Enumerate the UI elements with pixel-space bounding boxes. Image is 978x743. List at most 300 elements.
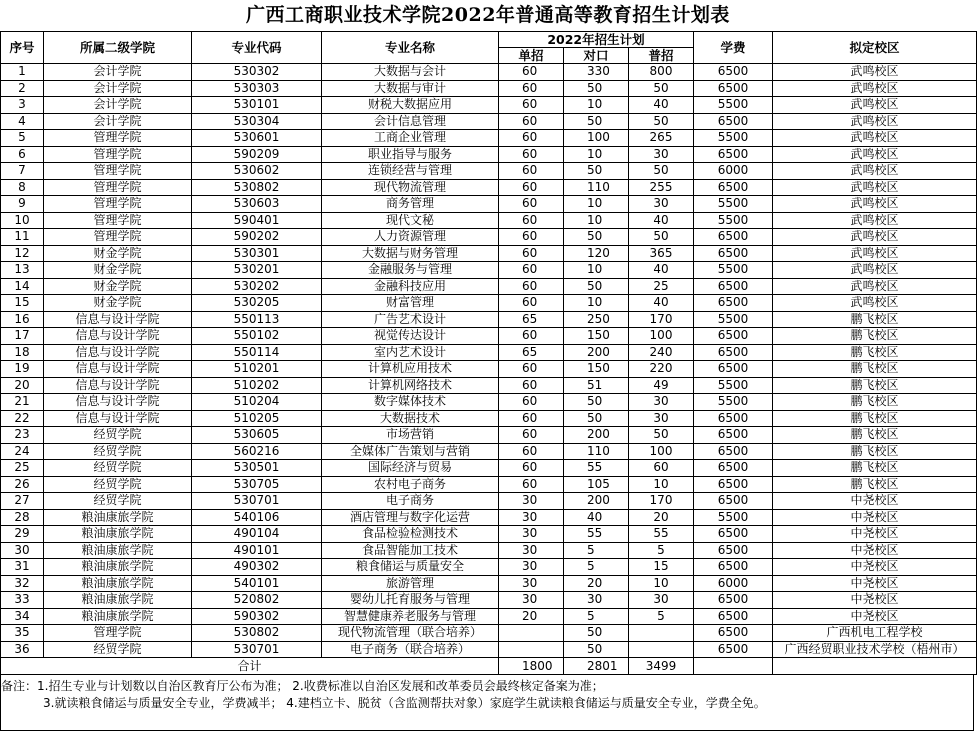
cell-seq: 8 (1, 179, 44, 196)
cell-campus: 中尧校区 (773, 509, 977, 526)
cell-college: 经贸学院 (44, 493, 192, 510)
cell-duikou: 10 (564, 262, 629, 279)
cell-fee: 6500 (694, 526, 773, 543)
cell-puzhao: 50 (629, 427, 694, 444)
cell-campus: 武鸣校区 (773, 113, 977, 130)
cell-fee: 6500 (694, 344, 773, 361)
cell-code: 560216 (192, 443, 322, 460)
cell-seq: 4 (1, 113, 44, 130)
cell-danzhao: 60 (499, 328, 564, 345)
cell-campus: 鹏飞校区 (773, 410, 977, 427)
cell-duikou: 110 (564, 443, 629, 460)
cell-college: 财金学院 (44, 245, 192, 262)
cell-duikou: 105 (564, 476, 629, 493)
cell-code: 530701 (192, 493, 322, 510)
cell-campus: 武鸣校区 (773, 229, 977, 246)
cell-duikou: 55 (564, 526, 629, 543)
cell-major: 电子商务（联合培养） (322, 641, 499, 658)
cell-major: 旅游管理 (322, 575, 499, 592)
cell-college: 会计学院 (44, 80, 192, 97)
cell-code: 550102 (192, 328, 322, 345)
header-fee: 学费 (694, 32, 773, 64)
table-row (1, 212, 977, 229)
cell-campus: 武鸣校区 (773, 295, 977, 312)
cell-code: 490104 (192, 526, 322, 543)
cell-puzhao: 60 (629, 460, 694, 477)
cell-fee: 6500 (694, 229, 773, 246)
cell-danzhao: 60 (499, 460, 564, 477)
cell-code: 530201 (192, 262, 322, 279)
cell-danzhao: 60 (499, 196, 564, 213)
cell-code: 510201 (192, 361, 322, 378)
cell-puzhao: 255 (629, 179, 694, 196)
cell-duikou: 40 (564, 509, 629, 526)
cell-code: 510204 (192, 394, 322, 411)
cell-danzhao: 65 (499, 311, 564, 328)
table-row (1, 559, 977, 576)
cell-seq: 7 (1, 163, 44, 180)
table-row (1, 460, 977, 477)
cell-puzhao: 40 (629, 295, 694, 312)
cell-code: 540106 (192, 509, 322, 526)
cell-seq: 13 (1, 262, 44, 279)
cell-college: 信息与设计学院 (44, 344, 192, 361)
cell-duikou: 50 (564, 641, 629, 658)
cell-college: 管理学院 (44, 229, 192, 246)
cell-danzhao: 30 (499, 542, 564, 559)
cell-major: 食品检验检测技术 (322, 526, 499, 543)
cell-college: 粮油康旅学院 (44, 509, 192, 526)
total-fee-empty (694, 658, 773, 675)
cell-duikou: 120 (564, 245, 629, 262)
table-row (1, 427, 977, 444)
total-duikou: 2801 (564, 658, 629, 675)
cell-college: 粮油康旅学院 (44, 526, 192, 543)
cell-code: 510205 (192, 410, 322, 427)
cell-major: 国际经济与贸易 (322, 460, 499, 477)
table-row (1, 295, 977, 312)
cell-campus: 武鸣校区 (773, 97, 977, 114)
cell-fee: 6500 (694, 559, 773, 576)
header-duikou: 对口 (564, 48, 629, 64)
cell-major: 市场营销 (322, 427, 499, 444)
total-danzhao: 1800 (499, 658, 564, 675)
cell-seq: 25 (1, 460, 44, 477)
cell-danzhao (499, 641, 564, 658)
table-row (1, 245, 977, 262)
table-row (1, 179, 977, 196)
cell-major: 农村电子商务 (322, 476, 499, 493)
cell-major: 会计信息管理 (322, 113, 499, 130)
cell-puzhao: 100 (629, 328, 694, 345)
cell-major: 粮食储运与质量安全 (322, 559, 499, 576)
cell-fee: 6500 (694, 278, 773, 295)
cell-danzhao: 60 (499, 377, 564, 394)
cell-campus: 武鸣校区 (773, 163, 977, 180)
cell-puzhao: 40 (629, 97, 694, 114)
cell-duikou: 10 (564, 196, 629, 213)
cell-seq: 14 (1, 278, 44, 295)
cell-campus: 鹏飞校区 (773, 394, 977, 411)
cell-puzhao: 30 (629, 410, 694, 427)
cell-duikou: 10 (564, 212, 629, 229)
page-title: 广西工商职业技术学院2022年普通高等教育招生计划表 (246, 4, 730, 26)
cell-duikou: 5 (564, 542, 629, 559)
cell-danzhao: 60 (499, 476, 564, 493)
cell-code: 530101 (192, 97, 322, 114)
cell-danzhao: 60 (499, 278, 564, 295)
cell-code: 490302 (192, 559, 322, 576)
header-college: 所属二级学院 (44, 32, 192, 64)
cell-danzhao: 60 (499, 245, 564, 262)
cell-seq: 33 (1, 592, 44, 609)
cell-duikou: 50 (564, 410, 629, 427)
cell-college: 信息与设计学院 (44, 311, 192, 328)
cell-college: 管理学院 (44, 130, 192, 147)
table-row (1, 344, 977, 361)
cell-danzhao: 30 (499, 559, 564, 576)
cell-major: 职业指导与服务 (322, 146, 499, 163)
cell-campus: 中尧校区 (773, 592, 977, 609)
cell-college: 信息与设计学院 (44, 394, 192, 411)
table-row (1, 361, 977, 378)
table-row (1, 575, 977, 592)
cell-seq: 36 (1, 641, 44, 658)
cell-code: 590209 (192, 146, 322, 163)
cell-duikou: 30 (564, 592, 629, 609)
cell-major: 财税大数据应用 (322, 97, 499, 114)
table-body (1, 64, 977, 658)
cell-major: 计算机应用技术 (322, 361, 499, 378)
cell-seq: 26 (1, 476, 44, 493)
cell-college: 财金学院 (44, 278, 192, 295)
cell-seq: 30 (1, 542, 44, 559)
cell-campus: 武鸣校区 (773, 130, 977, 147)
cell-college: 信息与设计学院 (44, 361, 192, 378)
table-row (1, 196, 977, 213)
table-row (1, 97, 977, 114)
table-row (1, 146, 977, 163)
cell-college: 管理学院 (44, 146, 192, 163)
cell-code: 520802 (192, 592, 322, 609)
cell-seq: 11 (1, 229, 44, 246)
cell-puzhao: 30 (629, 196, 694, 213)
cell-seq: 16 (1, 311, 44, 328)
cell-puzhao: 55 (629, 526, 694, 543)
cell-major: 工商企业管理 (322, 130, 499, 147)
cell-fee: 5500 (694, 97, 773, 114)
table-row (1, 64, 977, 81)
cell-duikou: 150 (564, 361, 629, 378)
header-major: 专业名称 (322, 32, 499, 64)
cell-code: 550113 (192, 311, 322, 328)
cell-fee: 6500 (694, 146, 773, 163)
cell-seq: 18 (1, 344, 44, 361)
cell-campus: 中尧校区 (773, 493, 977, 510)
cell-puzhao: 50 (629, 229, 694, 246)
cell-danzhao: 60 (499, 80, 564, 97)
cell-fee: 6000 (694, 575, 773, 592)
cell-major: 金融服务与管理 (322, 262, 499, 279)
cell-puzhao: 800 (629, 64, 694, 81)
table-row (1, 641, 977, 658)
cell-campus: 鹏飞校区 (773, 311, 977, 328)
cell-major: 商务管理 (322, 196, 499, 213)
cell-puzhao: 170 (629, 311, 694, 328)
cell-danzhao: 20 (499, 608, 564, 625)
cell-campus: 中尧校区 (773, 559, 977, 576)
cell-fee: 5500 (694, 394, 773, 411)
table-row (1, 526, 977, 543)
cell-fee: 5500 (694, 377, 773, 394)
cell-major: 现代物流管理 (322, 179, 499, 196)
cell-major: 现代物流管理（联合培养） (322, 625, 499, 642)
cell-fee: 6500 (694, 410, 773, 427)
cell-campus: 鹏飞校区 (773, 460, 977, 477)
cell-fee: 5500 (694, 196, 773, 213)
table-row (1, 476, 977, 493)
cell-college: 会计学院 (44, 64, 192, 81)
header-campus: 拟定校区 (773, 32, 977, 64)
table-row (1, 229, 977, 246)
cell-duikou: 50 (564, 113, 629, 130)
cell-code: 540101 (192, 575, 322, 592)
cell-college: 粮油康旅学院 (44, 608, 192, 625)
cell-major: 连锁经营与管理 (322, 163, 499, 180)
cell-fee: 6000 (694, 163, 773, 180)
table-row (1, 443, 977, 460)
cell-duikou: 200 (564, 344, 629, 361)
cell-duikou: 150 (564, 328, 629, 345)
cell-duikou: 50 (564, 278, 629, 295)
cell-major: 视觉传达设计 (322, 328, 499, 345)
cell-danzhao: 60 (499, 146, 564, 163)
cell-seq: 28 (1, 509, 44, 526)
cell-major: 电子商务 (322, 493, 499, 510)
cell-puzhao: 50 (629, 113, 694, 130)
header-row (1, 32, 977, 48)
cell-college: 经贸学院 (44, 460, 192, 477)
cell-danzhao: 60 (499, 97, 564, 114)
cell-code: 530605 (192, 427, 322, 444)
total-puzhao: 3499 (629, 658, 694, 675)
table-row (1, 262, 977, 279)
cell-puzhao: 30 (629, 592, 694, 609)
cell-seq: 22 (1, 410, 44, 427)
cell-campus: 武鸣校区 (773, 64, 977, 81)
total-row (1, 658, 977, 675)
cell-college: 经贸学院 (44, 641, 192, 658)
cell-fee: 6500 (694, 113, 773, 130)
cell-seq: 23 (1, 427, 44, 444)
cell-danzhao (499, 625, 564, 642)
cell-puzhao: 240 (629, 344, 694, 361)
cell-major: 现代文秘 (322, 212, 499, 229)
cell-code: 490101 (192, 542, 322, 559)
cell-code: 510202 (192, 377, 322, 394)
table-row (1, 394, 977, 411)
cell-puzhao: 5 (629, 542, 694, 559)
cell-campus: 中尧校区 (773, 608, 977, 625)
cell-major: 大数据技术 (322, 410, 499, 427)
cell-fee: 6500 (694, 443, 773, 460)
cell-duikou: 50 (564, 80, 629, 97)
cell-campus: 广西机电工程学校 (773, 625, 977, 642)
cell-code: 530705 (192, 476, 322, 493)
total-campus-empty (773, 658, 977, 675)
cell-duikou: 10 (564, 295, 629, 312)
cell-seq: 1 (1, 64, 44, 81)
cell-duikou: 51 (564, 377, 629, 394)
cell-major: 金融科技应用 (322, 278, 499, 295)
cell-major: 大数据与审计 (322, 80, 499, 97)
cell-duikou: 5 (564, 559, 629, 576)
cell-seq: 21 (1, 394, 44, 411)
cell-seq: 29 (1, 526, 44, 543)
cell-campus: 鹏飞校区 (773, 361, 977, 378)
cell-danzhao: 60 (499, 361, 564, 378)
cell-duikou: 200 (564, 493, 629, 510)
cell-major: 室内艺术设计 (322, 344, 499, 361)
cell-duikou: 100 (564, 130, 629, 147)
header-code: 专业代码 (192, 32, 322, 64)
cell-fee: 6500 (694, 641, 773, 658)
cell-puzhao: 100 (629, 443, 694, 460)
cell-campus: 中尧校区 (773, 542, 977, 559)
cell-college: 经贸学院 (44, 476, 192, 493)
cell-duikou: 50 (564, 163, 629, 180)
cell-puzhao: 40 (629, 262, 694, 279)
cell-code: 530701 (192, 641, 322, 658)
cell-seq: 24 (1, 443, 44, 460)
cell-danzhao: 65 (499, 344, 564, 361)
cell-duikou: 50 (564, 625, 629, 642)
cell-puzhao: 50 (629, 163, 694, 180)
cell-college: 管理学院 (44, 179, 192, 196)
cell-college: 粮油康旅学院 (44, 592, 192, 609)
cell-campus: 中尧校区 (773, 575, 977, 592)
table-row (1, 328, 977, 345)
table-row (1, 113, 977, 130)
cell-duikou: 10 (564, 97, 629, 114)
cell-campus: 武鸣校区 (773, 80, 977, 97)
cell-danzhao: 60 (499, 427, 564, 444)
table-row (1, 163, 977, 180)
cell-fee: 6500 (694, 64, 773, 81)
cell-college: 会计学院 (44, 97, 192, 114)
cell-danzhao: 30 (499, 526, 564, 543)
cell-duikou: 110 (564, 179, 629, 196)
cell-code: 530802 (192, 179, 322, 196)
cell-duikou: 10 (564, 146, 629, 163)
table-row (1, 311, 977, 328)
cell-major: 大数据与财务管理 (322, 245, 499, 262)
cell-major: 食品智能加工技术 (322, 542, 499, 559)
cell-college: 粮油康旅学院 (44, 575, 192, 592)
cell-seq: 19 (1, 361, 44, 378)
cell-danzhao: 60 (499, 443, 564, 460)
cell-fee: 5500 (694, 212, 773, 229)
cell-duikou: 200 (564, 427, 629, 444)
cell-fee: 6500 (694, 361, 773, 378)
cell-puzhao (629, 625, 694, 642)
table-row (1, 278, 977, 295)
cell-danzhao: 60 (499, 113, 564, 130)
cell-seq: 17 (1, 328, 44, 345)
cell-seq: 12 (1, 245, 44, 262)
cell-major: 酒店管理与数字化运营 (322, 509, 499, 526)
cell-campus: 鹏飞校区 (773, 328, 977, 345)
cell-danzhao: 60 (499, 262, 564, 279)
cell-fee: 6500 (694, 427, 773, 444)
cell-college: 经贸学院 (44, 443, 192, 460)
cell-campus: 武鸣校区 (773, 262, 977, 279)
cell-fee: 6500 (694, 460, 773, 477)
cell-puzhao: 49 (629, 377, 694, 394)
cell-major: 人力资源管理 (322, 229, 499, 246)
table-row (1, 592, 977, 609)
cell-major: 智慧健康养老服务与管理 (322, 608, 499, 625)
cell-seq: 3 (1, 97, 44, 114)
cell-campus: 武鸣校区 (773, 245, 977, 262)
header-danzhao: 单招 (499, 48, 564, 64)
cell-major: 大数据与会计 (322, 64, 499, 81)
cell-code: 530303 (192, 80, 322, 97)
cell-danzhao: 30 (499, 592, 564, 609)
cell-campus: 广西经贸职业技术学校（梧州市） (773, 641, 977, 658)
cell-duikou: 50 (564, 229, 629, 246)
cell-fee: 6500 (694, 295, 773, 312)
cell-college: 信息与设计学院 (44, 410, 192, 427)
cell-seq: 20 (1, 377, 44, 394)
cell-code: 530601 (192, 130, 322, 147)
cell-danzhao: 60 (499, 229, 564, 246)
cell-seq: 6 (1, 146, 44, 163)
cell-college: 管理学院 (44, 625, 192, 642)
table-row (1, 625, 977, 642)
cell-campus: 武鸣校区 (773, 278, 977, 295)
cell-duikou: 330 (564, 64, 629, 81)
cell-college: 管理学院 (44, 212, 192, 229)
cell-duikou: 250 (564, 311, 629, 328)
cell-duikou: 20 (564, 575, 629, 592)
cell-puzhao: 15 (629, 559, 694, 576)
cell-puzhao: 10 (629, 476, 694, 493)
cell-major: 计算机网络技术 (322, 377, 499, 394)
cell-campus: 鹏飞校区 (773, 377, 977, 394)
cell-seq: 9 (1, 196, 44, 213)
cell-campus: 武鸣校区 (773, 212, 977, 229)
cell-code: 530501 (192, 460, 322, 477)
cell-puzhao: 30 (629, 146, 694, 163)
cell-college: 粮油康旅学院 (44, 542, 192, 559)
cell-danzhao: 60 (499, 295, 564, 312)
cell-puzhao: 50 (629, 80, 694, 97)
cell-puzhao: 265 (629, 130, 694, 147)
cell-fee: 6500 (694, 625, 773, 642)
total-label: 合计 (1, 658, 499, 675)
cell-puzhao: 40 (629, 212, 694, 229)
cell-danzhao: 60 (499, 179, 564, 196)
cell-code: 590302 (192, 608, 322, 625)
cell-code: 530802 (192, 625, 322, 642)
cell-fee: 6500 (694, 179, 773, 196)
cell-seq: 31 (1, 559, 44, 576)
notes-line-1: 备注：1.招生专业与计划数以自治区教育厅公布为准； 2.收费标准以自治区发展和改革委员会最终核定备案为准； (1, 679, 604, 693)
cell-college: 财金学院 (44, 295, 192, 312)
cell-danzhao: 60 (499, 394, 564, 411)
cell-major: 广告艺术设计 (322, 311, 499, 328)
